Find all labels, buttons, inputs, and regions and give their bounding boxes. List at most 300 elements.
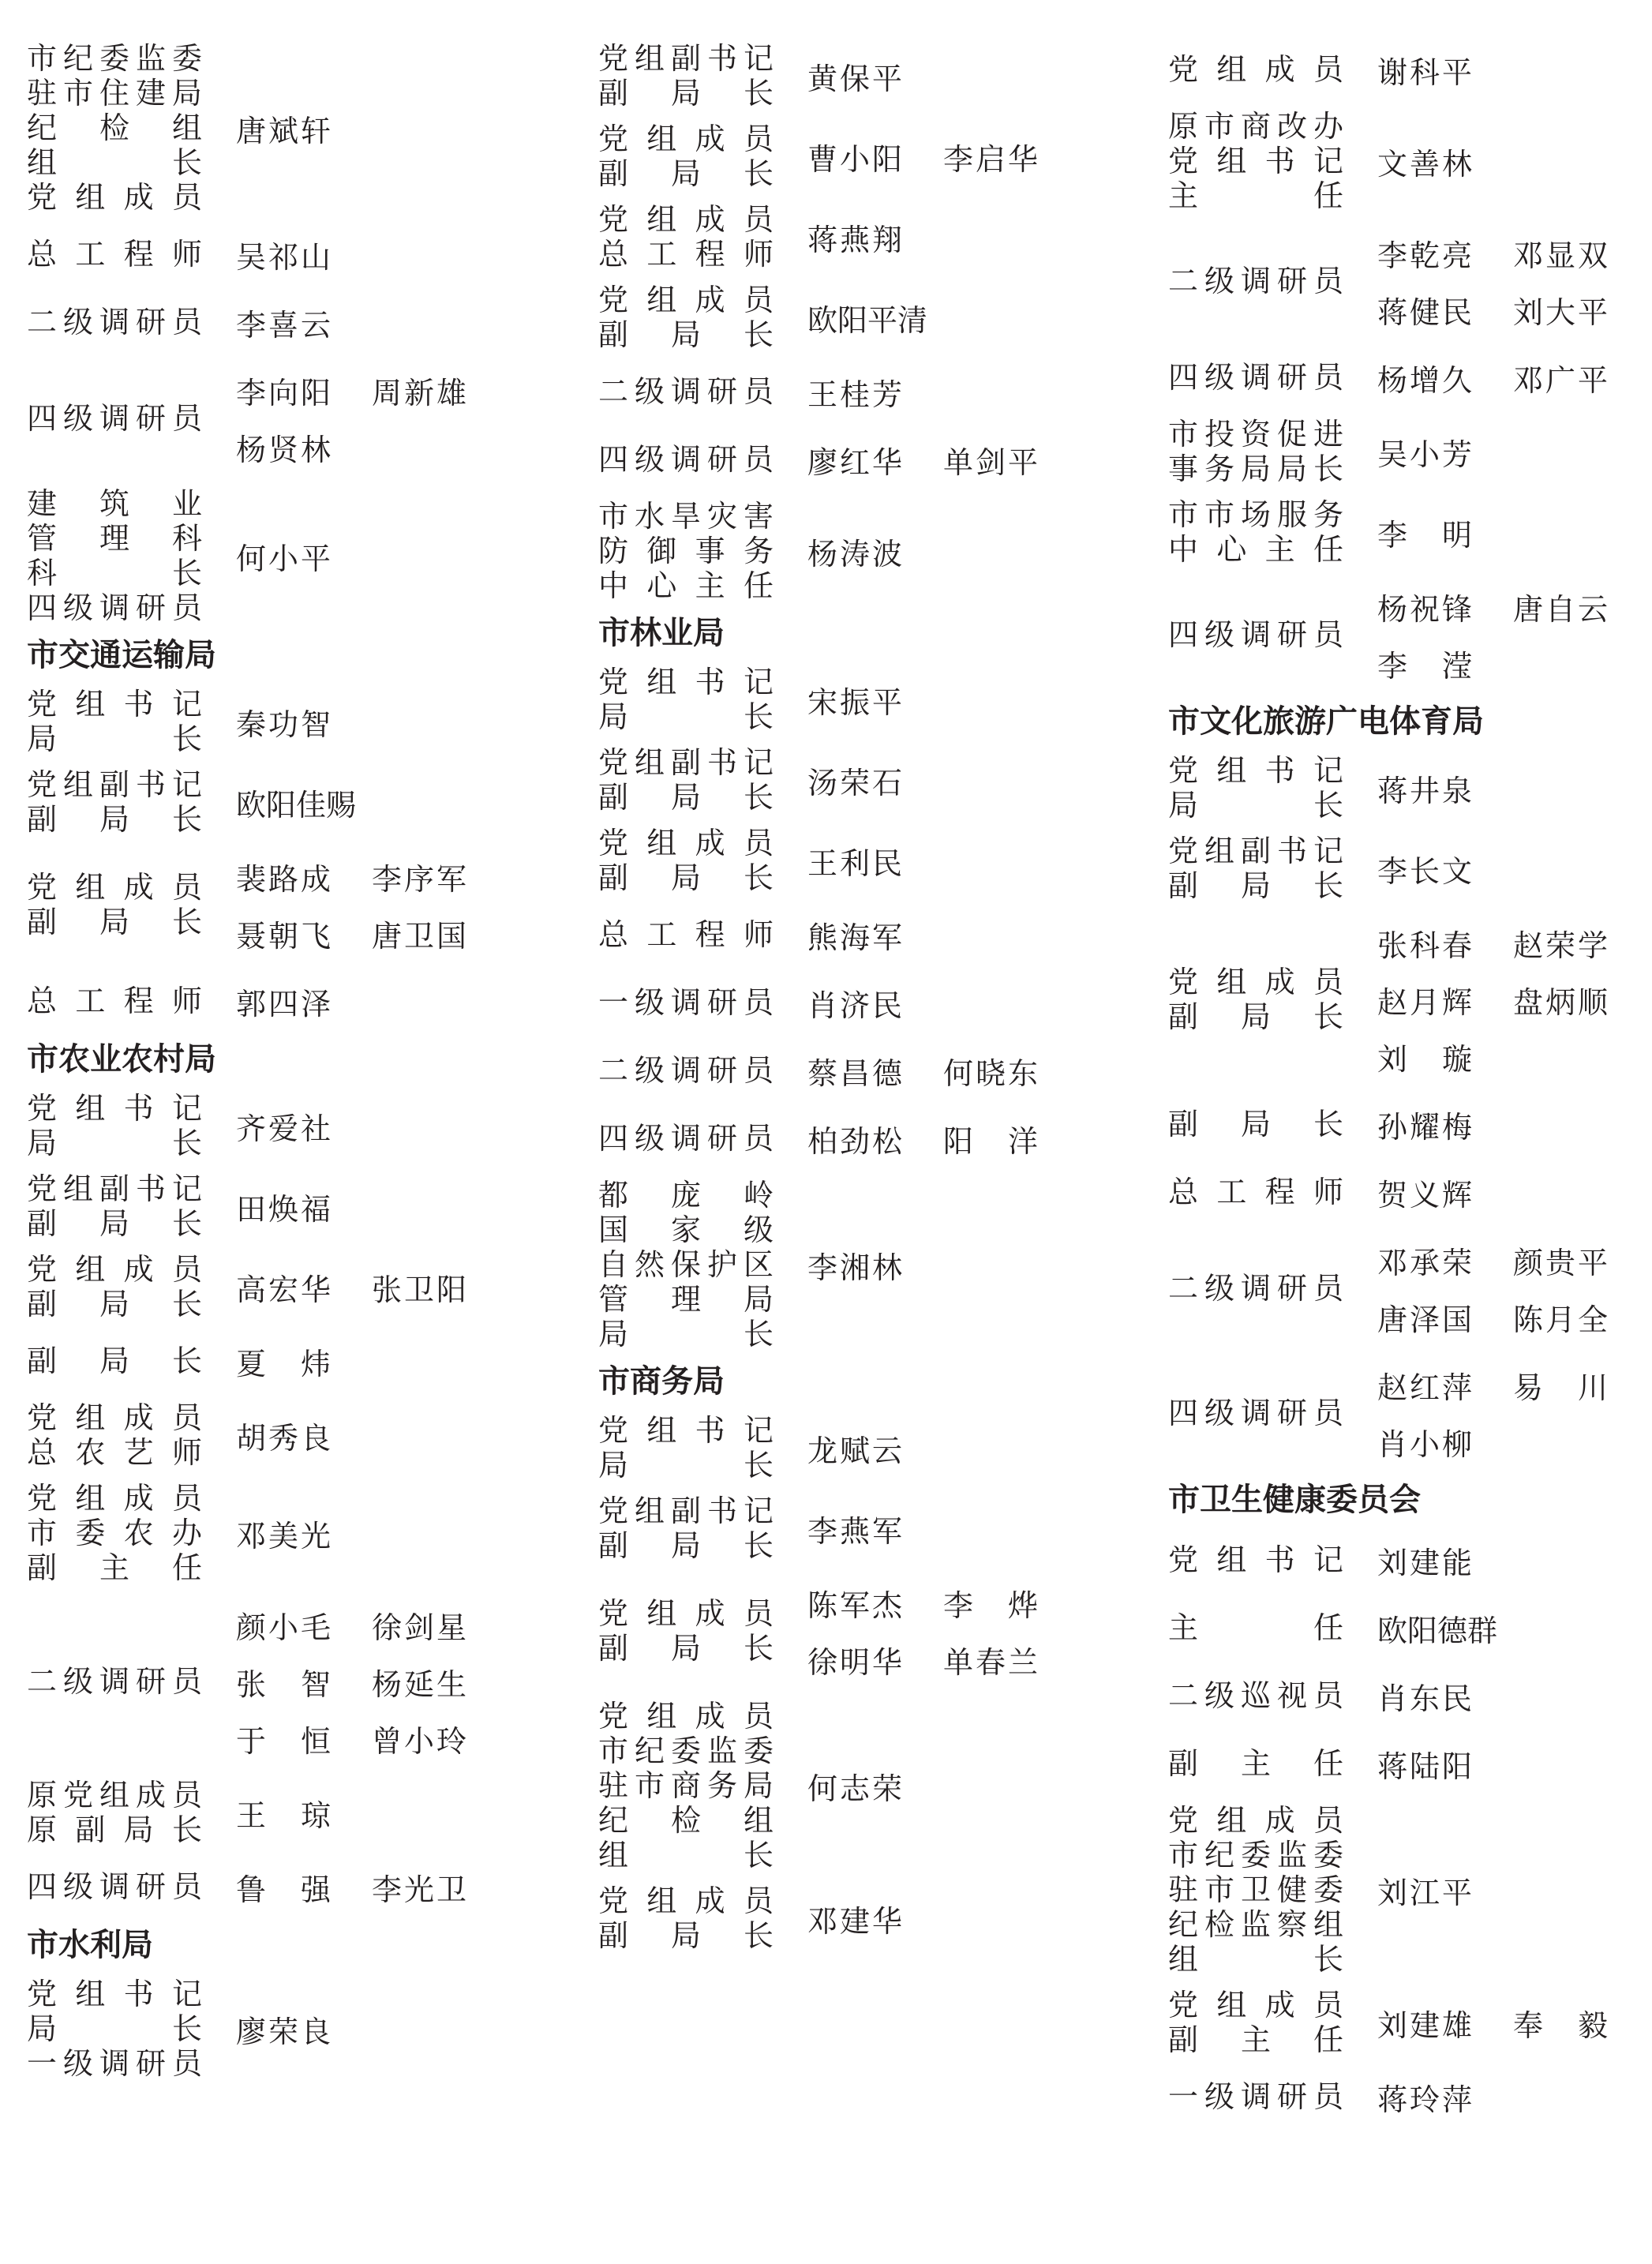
staff-entry: [27, 1333, 516, 1389]
position-title: [598, 665, 774, 734]
person-name: 欧阳佳赐: [236, 787, 357, 823]
name-row: [1377, 423, 1472, 480]
person-name: 李湘林: [807, 1250, 902, 1285]
position-title: [27, 1869, 202, 1904]
person-name: 易 川: [1513, 1370, 1608, 1405]
name-row: [1377, 1861, 1472, 1918]
name-row: [807, 363, 902, 420]
position-title: [1168, 1678, 1343, 1713]
name-list: [1377, 1735, 1472, 1792]
staff-entry: [598, 665, 1088, 734]
name-list: [1377, 504, 1472, 560]
position-title: [598, 1884, 774, 1953]
person-name: 李序军: [372, 861, 466, 897]
staff-entry: [27, 1171, 516, 1241]
position-line: 四级调研员: [598, 442, 774, 477]
person-name: 蒋燕翔: [807, 222, 902, 257]
name-list: [807, 1890, 902, 1947]
position-title: [1168, 753, 1343, 823]
position-line: 副 局 长: [598, 317, 774, 352]
person-name: 汤荣石: [807, 765, 902, 800]
name-row: [807, 1500, 902, 1557]
name-list: [236, 1505, 331, 1561]
person-name: 曾小玲: [372, 1723, 466, 1759]
position-title: [1168, 109, 1343, 213]
person-name: 盘炳顺: [1513, 984, 1608, 1020]
staff-entry: [27, 1252, 516, 1321]
name-row: [1377, 1531, 1472, 1588]
position-line: 市纪委监委: [1168, 1838, 1343, 1872]
name-list: [236, 226, 331, 283]
name-row: [807, 1757, 902, 1814]
position-title: [598, 1596, 774, 1666]
person-name: 熊海军: [807, 920, 902, 955]
person-name: 田焕福: [236, 1191, 331, 1227]
staff-entry: [1168, 1096, 1642, 1153]
name-row: [1377, 1667, 1472, 1724]
position-line: 党组成员: [27, 180, 202, 215]
person-name: 李 滢: [1377, 648, 1472, 684]
position-line: 四级调研员: [1168, 360, 1343, 395]
staff-entry: [598, 1413, 1088, 1482]
name-list: [807, 1042, 1038, 1099]
person-name: 李 烨: [943, 1587, 1038, 1623]
position-title: [598, 1413, 774, 1482]
position-title: [27, 1091, 202, 1160]
person-name: 杨祝锋: [1377, 591, 1472, 627]
staff-entry: [27, 41, 516, 215]
position-line: 组 长: [598, 1838, 774, 1872]
staff-entry: [27, 486, 516, 625]
position-title: [1168, 264, 1343, 298]
position-title: [1168, 1610, 1343, 1645]
position-line: 副 局 长: [1168, 868, 1343, 903]
person-name: 蒋玲萍: [1377, 2082, 1472, 2117]
name-list: [236, 1333, 331, 1389]
position-line: 一级调研员: [27, 2046, 202, 2081]
staff-entry: [598, 1574, 1088, 1688]
position-line: 党组书记: [598, 1413, 774, 1448]
staff-entry: [598, 41, 1088, 111]
position-line: 党组成员: [598, 202, 774, 237]
name-list: [1377, 914, 1608, 1085]
position-title: [598, 1494, 774, 1563]
person-name: 邓承荣: [1377, 1245, 1472, 1280]
position-line: 党组书记: [27, 1977, 202, 2011]
person-name: 颜小毛: [236, 1610, 331, 1645]
position-line: 党组成员: [1168, 1803, 1343, 1838]
name-row: [236, 99, 331, 156]
position-line: 二级调研员: [598, 374, 774, 409]
person-name: 聂朝飞: [236, 918, 331, 954]
name-list: [807, 1574, 1038, 1688]
person-name: 郭四泽: [236, 986, 331, 1021]
position-title: [27, 1400, 202, 1470]
name-row: [807, 974, 902, 1031]
position-line: 总工程师: [598, 237, 774, 272]
name-list: [1377, 578, 1608, 692]
person-name: 柏劲松: [807, 1123, 902, 1159]
position-title: [27, 401, 202, 436]
position-title: [27, 305, 202, 339]
position-title: [598, 745, 774, 815]
name-list: [807, 208, 902, 265]
position-title: [1168, 617, 1343, 652]
position-line: 党组书记: [598, 665, 774, 699]
person-name: 李启华: [943, 141, 1038, 177]
person-name: 阳 洋: [943, 1123, 1038, 1159]
position-line: 党组成员: [1168, 965, 1343, 999]
person-name: 廖荣良: [236, 2014, 331, 2049]
person-name: 刘建雄: [1377, 2007, 1472, 2043]
name-list: [1377, 1994, 1608, 2051]
name-row: [1377, 349, 1608, 406]
position-title: [598, 1053, 774, 1088]
person-name: 吴祁山: [236, 239, 331, 275]
person-name: 单剑平: [943, 444, 1038, 480]
position-line: 党组成员: [27, 1481, 202, 1516]
position-line: 总农艺师: [27, 1435, 202, 1470]
position-line: 防御事务: [598, 534, 774, 568]
position-line: 市纪委监委: [598, 1734, 774, 1768]
name-list: [807, 832, 902, 889]
position-line: 局 长: [27, 2011, 202, 2046]
person-name: 王桂芳: [807, 377, 902, 412]
position-line: 党组成员: [598, 122, 774, 156]
position-title: [1168, 1396, 1343, 1430]
name-row: [1377, 635, 1608, 692]
name-row: [807, 671, 902, 728]
position-line: 四级调研员: [27, 1869, 202, 1904]
name-row: [1377, 1356, 1608, 1413]
position-title: [27, 237, 202, 272]
name-row: [1377, 1096, 1472, 1153]
staff-entry: [1168, 2068, 1642, 2125]
section-heading: 市商务局: [598, 1363, 725, 1400]
name-row: [236, 1333, 331, 1389]
name-list: [1377, 1861, 1472, 1918]
name-list: [236, 1258, 466, 1315]
person-name: 李喜云: [236, 307, 331, 343]
name-list: [807, 1236, 902, 1293]
position-line: 党组成员: [598, 1596, 774, 1631]
position-title: [1168, 1271, 1343, 1306]
name-row: [236, 418, 466, 475]
position-title: [27, 1252, 202, 1321]
position-line: 市纪委监委: [27, 41, 202, 76]
person-name: 张卫阳: [372, 1272, 466, 1307]
position-line: 四级调研员: [27, 401, 202, 436]
section-heading: 市文化旅游广电体育局: [1168, 703, 1484, 740]
name-list: [1377, 840, 1472, 897]
name-row: [236, 848, 466, 905]
person-name: 李乾亮: [1377, 238, 1472, 273]
position-line: 四级调研员: [598, 1121, 774, 1156]
position-title: [598, 374, 774, 409]
name-row: [1377, 578, 1608, 635]
position-title: [27, 984, 202, 1018]
name-row: [807, 128, 1038, 185]
name-row: [236, 1258, 466, 1315]
position-line: 四级调研员: [1168, 617, 1343, 652]
position-line: 一级调研员: [1168, 2079, 1343, 2114]
name-list: [1377, 1356, 1608, 1470]
position-line: 党组书记: [1168, 753, 1343, 788]
name-row: [1377, 1164, 1472, 1220]
name-row: [1377, 1231, 1608, 1288]
person-name: 杨贤林: [236, 432, 331, 467]
position-line: 二级巡视员: [1168, 1678, 1343, 1713]
position-line: 党组成员: [27, 870, 202, 905]
person-name: 于 恒: [236, 1723, 331, 1759]
name-row: [236, 226, 331, 283]
name-row: [236, 527, 331, 584]
staff-entry: [1168, 914, 1642, 1085]
staff-entry: [598, 1494, 1088, 1563]
position-title: [1168, 1746, 1343, 1781]
name-list: [236, 848, 466, 961]
position-line: 党组书记: [27, 687, 202, 722]
position-line: 总工程师: [27, 984, 202, 1018]
name-list: [236, 527, 331, 584]
position-title: [598, 202, 774, 272]
name-list: [236, 99, 331, 156]
name-list: [1377, 41, 1472, 98]
staff-entry: [1168, 753, 1642, 823]
position-title: [1168, 1542, 1343, 1577]
staff-entry: [598, 122, 1088, 191]
staff-entry: [1168, 1803, 1642, 1977]
staff-entry: [598, 431, 1088, 488]
position-line: 党组成员: [598, 1699, 774, 1734]
position-title: [27, 687, 202, 756]
person-name: 王利民: [807, 845, 902, 881]
name-row: [807, 208, 902, 265]
position-line: 管 理 局: [598, 1282, 774, 1317]
staff-entry: [598, 1042, 1088, 1099]
position-line: 副 局 长: [27, 905, 202, 939]
person-name: 何志荣: [807, 1771, 902, 1806]
person-name: 胡秀良: [236, 1420, 331, 1456]
staff-entry: [1168, 109, 1642, 213]
staff-entry: [27, 294, 516, 350]
person-name: 裴路成: [236, 861, 331, 897]
person-name: 徐明华: [807, 1644, 902, 1680]
name-row: [1377, 281, 1608, 338]
name-row: [1377, 1994, 1608, 2051]
position-line: 副 局 长: [598, 1631, 774, 1666]
position-line: 党组副书记: [27, 1171, 202, 1206]
position-line: 副 局 长: [27, 1206, 202, 1241]
name-row: [236, 1784, 331, 1841]
position-line: 纪 检 组: [598, 1803, 774, 1838]
name-list: [236, 294, 331, 350]
position-line: 都 庞 岭: [598, 1178, 774, 1213]
position-line: 党组副书记: [1168, 834, 1343, 868]
name-row: [236, 1596, 466, 1653]
position-title: [1168, 1107, 1343, 1141]
person-name: 李光卫: [372, 1872, 466, 1907]
staff-entry: [598, 906, 1088, 963]
person-name: 蒋陆阳: [1377, 1749, 1472, 1784]
staff-entry: [27, 1481, 516, 1585]
person-name: 赵月辉: [1377, 984, 1472, 1020]
position-line: 组 长: [27, 145, 202, 180]
person-name: 黄保平: [807, 61, 902, 96]
position-title: [27, 486, 202, 625]
name-row: [236, 1710, 466, 1767]
person-name: 肖济民: [807, 988, 902, 1023]
position-line: 副 局 长: [1168, 1107, 1343, 1141]
person-name: 刘 璇: [1377, 1041, 1472, 1077]
person-name: 杨增久: [1377, 362, 1472, 398]
person-name: 唐泽国: [1377, 1302, 1472, 1337]
name-row: [236, 1097, 331, 1154]
position-line: 纪检监察组: [1168, 1907, 1343, 1942]
position-title: [27, 1664, 202, 1699]
position-line: 副 局 长: [598, 1918, 774, 1953]
position-line: 组 长: [1168, 1942, 1343, 1977]
position-line: 党组书记: [27, 1091, 202, 1126]
name-row: [236, 905, 466, 961]
staff-entry: [27, 1778, 516, 1847]
name-row: [807, 1890, 902, 1947]
staff-entry: [1168, 41, 1642, 98]
staff-entry: [1168, 1531, 1642, 1588]
name-list: [807, 363, 902, 420]
position-line: 党组成员: [27, 1252, 202, 1287]
person-name: 肖东民: [1377, 1681, 1472, 1716]
name-row: [1377, 1413, 1608, 1470]
staff-entry: [1168, 1599, 1642, 1656]
name-list: [1377, 349, 1608, 406]
name-list: [807, 906, 902, 963]
position-title: [598, 1121, 774, 1156]
position-line: 党组副书记: [598, 745, 774, 780]
position-line: 副 局 长: [27, 1287, 202, 1321]
position-line: 二级调研员: [1168, 264, 1343, 298]
name-list: [236, 693, 331, 750]
person-name: 唐卫国: [372, 918, 466, 954]
position-line: 局 长: [27, 1126, 202, 1160]
staff-entry: [598, 826, 1088, 895]
person-name: 夏 炜: [236, 1346, 331, 1381]
person-name: 邓广平: [1513, 362, 1608, 398]
person-name: 单春兰: [943, 1644, 1038, 1680]
position-title: [1168, 834, 1343, 903]
column-middle: [598, 41, 1088, 1964]
name-row: [1377, 1735, 1472, 1792]
staff-entry: [1168, 224, 1642, 338]
name-row: [1377, 1288, 1608, 1345]
staff-entry: [27, 1596, 516, 1767]
name-list: [807, 752, 902, 808]
section-heading: 市农业农村局: [27, 1041, 216, 1078]
person-name: 李燕军: [807, 1513, 902, 1549]
position-line: 总工程师: [27, 237, 202, 272]
position-line: 二级调研员: [27, 1664, 202, 1699]
position-line: 局 长: [1168, 788, 1343, 823]
person-name: 欧阳平清: [807, 302, 928, 338]
person-name: 唐自云: [1513, 591, 1608, 627]
position-title: [27, 767, 202, 837]
person-name: 高宏华: [236, 1272, 331, 1307]
position-line: 事务局局长: [1168, 452, 1343, 486]
person-name: 蒋井泉: [1377, 773, 1472, 808]
position-title: [1168, 965, 1343, 1034]
position-line: 二级调研员: [27, 305, 202, 339]
name-row: [236, 362, 466, 418]
person-name: 邓显双: [1513, 238, 1608, 273]
position-title: [27, 41, 202, 215]
name-list: [1377, 1667, 1472, 1724]
position-line: 建 筑 业: [27, 486, 202, 521]
position-title: [1168, 1988, 1343, 2057]
position-line: 副 局 长: [598, 156, 774, 191]
person-name: 邓建华: [807, 1903, 902, 1939]
person-name: 邓美光: [236, 1518, 331, 1554]
name-list: [807, 523, 902, 579]
position-title: [598, 985, 774, 1020]
position-line: 中心主任: [1168, 532, 1343, 567]
name-row: [236, 2000, 331, 2057]
position-line: 四级调研员: [1168, 1396, 1343, 1430]
position-line: 副 局 长: [598, 780, 774, 815]
name-list: [236, 362, 466, 475]
name-list: [1377, 1599, 1497, 1656]
position-line: 原党组成员: [27, 1778, 202, 1812]
staff-entry: [598, 745, 1088, 815]
name-row: [1377, 224, 1608, 281]
position-line: 纪 检 组: [27, 111, 202, 145]
position-title: [598, 283, 774, 352]
position-line: 副 局 长: [598, 1528, 774, 1563]
name-list: [236, 2000, 331, 2057]
person-name: 贺义辉: [1377, 1177, 1472, 1213]
column-right: [1168, 41, 1642, 2136]
name-list: [236, 1097, 331, 1154]
position-line: 管 理 科: [27, 521, 202, 556]
name-row: [807, 1574, 1038, 1631]
staff-entry: [598, 499, 1088, 603]
person-name: 李 明: [1377, 517, 1472, 553]
position-line: 二级调研员: [1168, 1271, 1343, 1306]
name-list: [807, 47, 902, 104]
position-line: 局 长: [598, 1317, 774, 1351]
position-title: [1168, 1175, 1343, 1209]
staff-entry: [27, 973, 516, 1029]
name-list: [807, 1757, 902, 1814]
name-list: [1377, 1531, 1472, 1588]
position-title: [27, 1778, 202, 1847]
position-line: 副 局 长: [27, 1344, 202, 1378]
column-left: [27, 41, 516, 2092]
position-line: 副 主 任: [27, 1550, 202, 1585]
name-row: [236, 1407, 331, 1464]
staff-entry: [27, 1091, 516, 1160]
name-list: [1377, 133, 1472, 189]
staff-entry: [27, 767, 516, 837]
name-row: [807, 47, 902, 104]
person-name: 孙耀梅: [1377, 1109, 1472, 1145]
name-row: [807, 1110, 1038, 1167]
name-list: [1377, 759, 1472, 816]
person-name: 王 琼: [236, 1797, 331, 1833]
staff-entry: [27, 362, 516, 475]
name-list: [807, 289, 927, 346]
person-name: 赵红萍: [1377, 1370, 1472, 1405]
name-row: [236, 693, 331, 750]
